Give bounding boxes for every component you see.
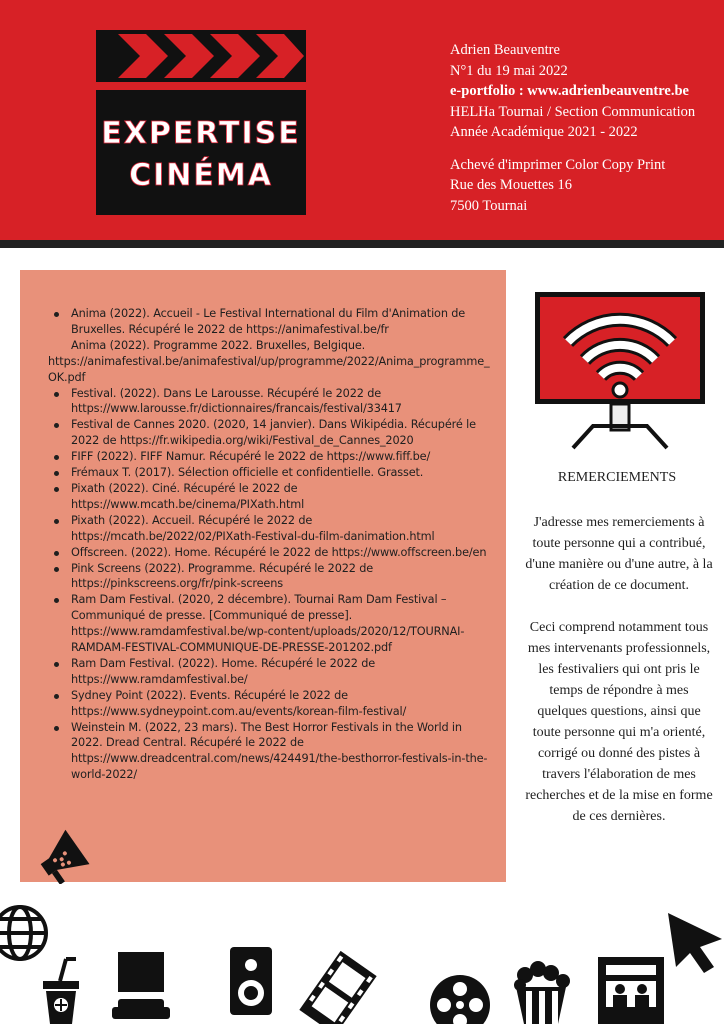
thanks-paragraph: Ceci comprend notamment tous mes intervenants professionnels, les festivaliers qui ont pris le temps de répondre à mes quelques questions, ainsi que toute personne qui m'a orienté, corrigé ou donné des pistes à travers l'élaboration de mes recherches et de la mise en forme de ces dernières. — [525, 620, 713, 824]
soda-cup-icon — [43, 959, 79, 1024]
info-printer: Achevé d'imprimer Color Copy Print — [450, 156, 666, 173]
popcorn-icon — [514, 961, 570, 1024]
header-banner — [0, 0, 724, 240]
cinema-screen-icon — [112, 952, 170, 1019]
film-reel-icon — [430, 975, 490, 1024]
reference-item: Anima (2022). Accueil - Le Festival International du Film d'Animation de Bruxelles. Récupéré le 2022 de https://animafestival.be/fr — [48, 306, 494, 338]
reference-item: Festival. (2022). Dans Le Larousse. Récupéré le 2022 de https://www.larousse.fr/dictionnaires/francais/festival/33417 — [48, 386, 494, 418]
film-strip-icon — [299, 951, 376, 1024]
clapperboard-icon — [96, 30, 306, 215]
wifi-monitor-icon — [533, 290, 707, 456]
reference-item: Ram Dam Festival. (2020, 2 décembre). Tournai Ram Dam Festival – Communiqué de presse. [Communiqué de presse]. https://www.ramdamfestival.be/wp-content/uploads/2020/12/TOURNAI-RAMDAM-FESTIVAL-COMMUNIQUE-DE-PRESSE-201202.pdf — [48, 592, 494, 656]
megaphone-icon — [36, 826, 96, 884]
cursor-icon — [668, 913, 722, 973]
speaker-icon — [230, 947, 272, 1015]
reference-lead: Anima (2022). Programme 2022. Bruxelles, Belgique. — [71, 338, 366, 352]
thanks-text — [524, 512, 714, 827]
reference-item: Frémaux T. (2017). Sélection officielle et confidentielle. Grasset. — [48, 465, 494, 481]
reference-item: Offscreen. (2022). Home. Récupéré le 2022 de https://www.offscreen.be/en — [48, 545, 494, 561]
reference-item: Weinstein M. (2022, 23 mars). The Best Horror Festivals in the World in 2022. Dread Central. Récupéré le 2022 de https://www.dreadcentral.com/news/424491/the-besthorror-festivals-in-the-world-2022/ — [48, 720, 494, 784]
reference-url: https://animafestival.be/animafestival/up/programme/2022/Anima_programme_OK.pdf — [48, 354, 490, 384]
footer-icons — [0, 895, 724, 1024]
info-school: HELHa Tournai / Section Communication — [450, 103, 696, 120]
reference-item: Pixath (2022). Ciné. Récupéré le 2022 de https://www.mcath.be/cinema/PIXath.html — [48, 481, 494, 513]
info-portfolio: e-portfolio : www.adrienbeauventre.be — [450, 83, 689, 99]
globe-icon — [0, 907, 46, 959]
reference-item — [48, 338, 494, 386]
reference-item: FIFF (2022). FIFF Namur. Récupéré le 2022 de https://www.fiff.be/ — [48, 449, 494, 465]
logo-line-2: CINÉMA — [129, 158, 273, 193]
publication-info — [450, 40, 720, 216]
reference-item: Pixath (2022). Accueil. Récupéré le 2022 de https://mcath.be/2022/02/PIXath-Festival-du-film-danimation.html — [48, 513, 494, 545]
ticket-booth-icon — [598, 957, 664, 1024]
info-city: 7500 Tournai — [450, 197, 528, 214]
references-panel — [20, 270, 506, 882]
reference-item: Ram Dam Festival. (2022). Home. Récupéré le 2022 de https://www.ramdamfestival.be/ — [48, 656, 494, 688]
references-list — [48, 306, 494, 783]
info-author: Adrien Beauventre — [450, 42, 560, 58]
thanks-title: REMERCIEMENTS — [557, 470, 677, 485]
reference-item: Sydney Point (2022). Events. Récupéré le 2022 de https://www.sydneypoint.com.au/events/korean-film-festival/ — [48, 688, 494, 720]
info-issue: N°1 du 19 mai 2022 — [450, 62, 568, 79]
thanks-paragraph: J'adresse mes remerciements à toute personne qui a contribué, d'une manière ou d'une autre, à la création de ce document. — [525, 515, 713, 593]
reference-item: Festival de Cannes 2020. (2020, 14 janvier). Dans Wikipédia. Récupéré le 2022 de https://fr.wikipedia.org/wiki/Festival_de_Cannes_2020 — [48, 417, 494, 449]
info-year: Année Académique 2021 - 2022 — [450, 124, 638, 140]
logo-line-1: EXPERTISE — [101, 116, 301, 151]
info-street: Rue des Mouettes 16 — [450, 177, 573, 193]
reference-item: Pink Screens (2022). Programme. Récupéré le 2022 de https://pinkscreens.org/fr/pink-screens — [48, 561, 494, 593]
header-divider — [0, 240, 724, 248]
